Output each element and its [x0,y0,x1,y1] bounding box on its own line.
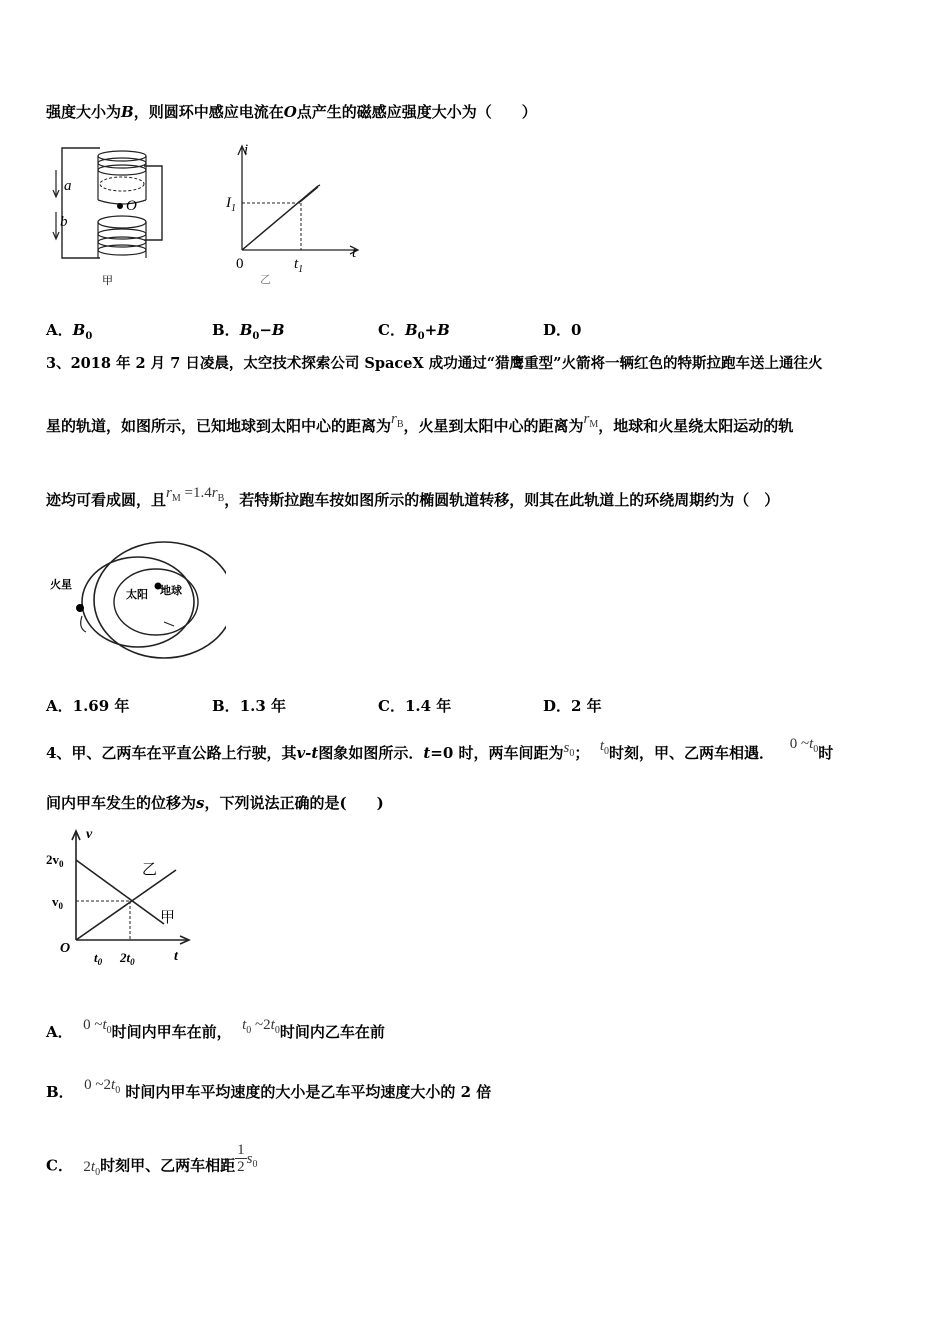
q2-option-a[interactable]: A．$B_0$ [46,321,93,342]
label-mars: 火星 [50,579,72,591]
svg-text:2t0: $2t_0$ [120,950,135,967]
figure-yi-graph [222,140,372,290]
label-sun: 太阳 [126,589,148,601]
svg-text:v0: $v_0$ [52,894,63,911]
q3-option-c[interactable]: C．1.4 年 [378,697,452,715]
label-O: O [126,198,137,214]
svg-text:乙: 乙 [260,274,271,286]
svg-text:t1: $t_1$ [294,256,304,275]
q2-option-c[interactable]: C．$B_0+B$ [378,321,450,342]
svg-text:t: t [352,245,357,261]
figure-orbits [46,540,226,670]
svg-text:乙: 乙 [142,862,158,878]
q3-stem-line3: 迹均可看成圆，且$r_M =1.4r_B$，若特斯拉跑车按如图所示的椭圆轨道转移，则其在此轨道上的环绕周期约为（ ） [46,485,780,509]
svg-text:2v0: $2v_0$ [46,852,64,869]
q4-option-c[interactable]: C． $2t_0$时刻甲、乙两车相距 $\frac{1}{2}$ $s_0$ [46,1142,258,1178]
q4-option-a[interactable]: A． 0 $\sim t_0$时间内甲车在前， $t_0$ $\sim 2t_0$时间内乙车在前 [46,1017,385,1041]
q2-option-b[interactable]: B．$B_0-B$ [212,321,285,342]
caption-jia: 甲 [102,275,113,287]
q3-option-d[interactable]: D．2 年 [543,697,602,715]
svg-text:甲: 甲 [160,910,176,926]
q2-stem: 强度大小为B，则圆环中感应电流在O点产生的磁感应强度大小为（ ） [46,103,537,121]
q3-stem-line1: 3、2018 年 2 月 7 日凌晨，太空技术探索公司 SpaceX 成功通过“猎鹰重型”火箭将一辆红色的特斯拉跑车送上通往火 [46,355,823,372]
svg-text:t: t [174,949,178,964]
figure-jia-coils [48,140,173,290]
q2-option-d[interactable]: D．0 [543,321,582,339]
label-earth: 地球 [160,585,182,597]
q4-stem-line1: 4、甲、乙两车在平直公路上行驶，其v-t图象如图所示．t=0 时，两车间距为$s_0$； $t_0$时刻，甲、乙两车相遇． 0 $\sim t_0$时 [46,736,834,762]
q4-option-b[interactable]: B． 0 $\sim 2t_0$ 时间内甲车平均速度的大小是乙车平均速度大小的 2 倍 [46,1077,492,1101]
svg-text:t0: $t_0$ [94,950,103,967]
q4-stem-line2: 间内甲车发生的位移为s，下列说法正确的是( ) [46,794,384,812]
svg-text:0: 0 [236,256,244,272]
svg-text:v: v [86,827,93,842]
figure-vt-graph [46,826,196,971]
q3-option-a[interactable]: A．1.69 年 [46,697,130,715]
label-a: a [64,178,72,194]
svg-text:O: O [60,941,71,956]
svg-text:I1: $I_1$ [226,195,236,214]
q3-stem-line2: 星的轨道，如图所示，已知地球到太阳中心的距离为$r_B$，火星到太阳中心的距离为$r_M$，地球和火星绕太阳运动的轨 [46,411,794,435]
label-b: b [60,214,68,230]
svg-text:i: i [244,142,249,158]
q3-option-b[interactable]: B．1.3 年 [212,697,287,715]
